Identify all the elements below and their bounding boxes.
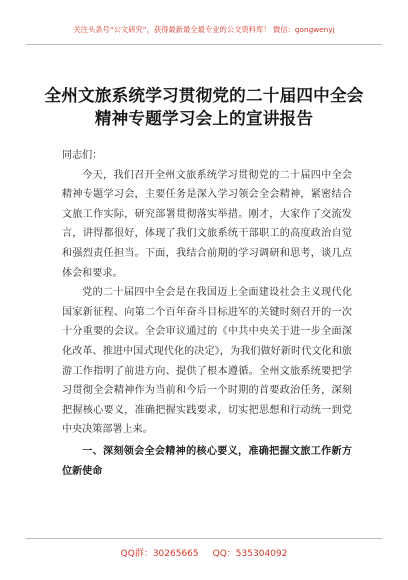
header-promo-note: 关注头条号“公文研究”，获得最新最全最专业的公文资料库！ 微信：gongwenyj [73,25,335,34]
footer-contact [0,546,408,559]
header-divider [26,44,382,45]
document-body [62,146,352,481]
footer-qq: QQ：535304092 [212,549,288,559]
footer-divider [26,538,382,539]
salutation: 同志们： [62,150,103,161]
body-paragraph-1: 今天，我们召开全州文旅系统学习贯彻党的二十届四中全会精神专题学习会，主要任务是深入学习领会全会精神，紧密结合文旅工作实际，研究部署贯彻落实举措。刚才，大家作了交流发言，讲得都很好，体现了我们文旅系统干部职工的高度政治自觉和强烈责任担当。下面，我结合前期的学习调研和思考，谈几点体会和要求。 [62,169,352,279]
section-heading-1: 一、深刻领会全会精神的核心要义，准确把握文旅工作新方位新使命 [62,445,352,477]
footer-qq-group: QQ群：30265665 [120,549,199,559]
body-paragraph-2: 党的二十届四中全会是在我国迈上全面建设社会主义现代化国家新征程、向第二个百年奋斗目标进军的关键时刻召开的一次十分重要的会议。全会审议通过的《中共中央关于进一步全面深化改革、推进中国式现代化的决定》，为我们做好新时代文化和旅游工作指明了前进方向、提供了根本遵循。全州文旅系统要把学习贯彻全会精神作为当前和今后一个时期的首要政治任务，深刻把握核心要义，准确把握实践要求，切实把思想和行动统一到党中央决策部署上来。 [62,287,352,436]
document-title: 全州文旅系统学习贯彻党的二十届四中全会精神专题学习会上的宣讲报告 [44,86,364,128]
